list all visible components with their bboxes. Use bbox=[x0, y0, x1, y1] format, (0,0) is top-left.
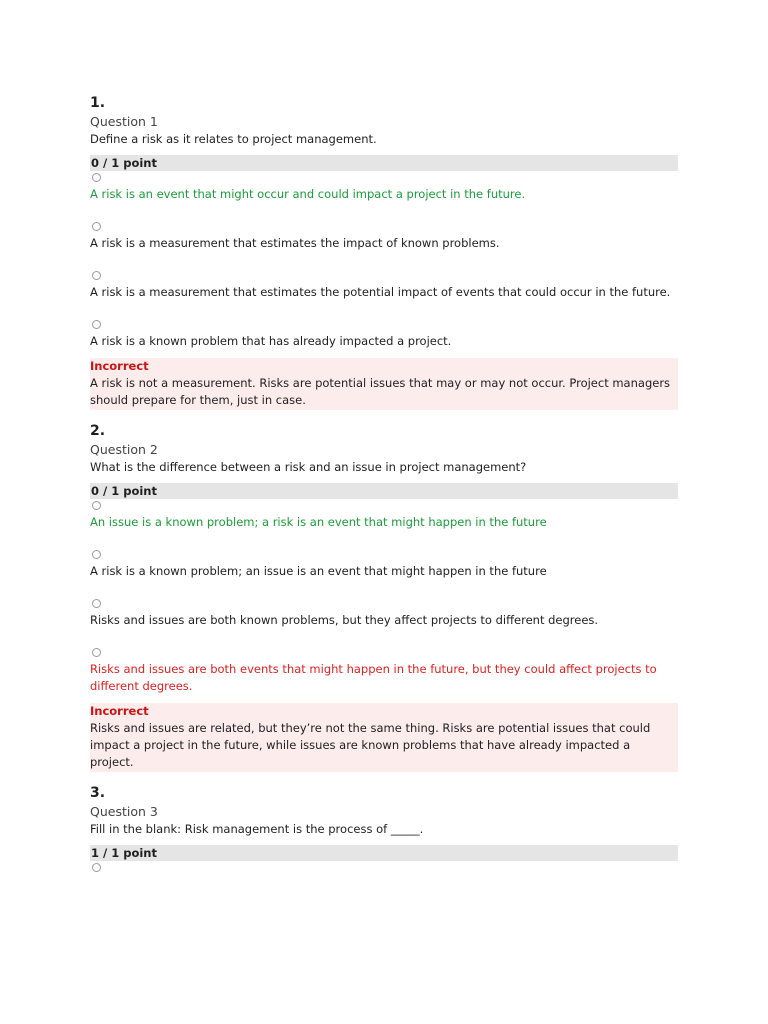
question-label: Question 1 bbox=[90, 114, 158, 129]
question-number: 3. bbox=[90, 785, 106, 801]
feedback-text: A risk is not a measurement. Risks are potential issues that may or may not occur. Project managers should prepare for them, just in case. bbox=[90, 376, 671, 407]
question-text: What is the difference between a risk and an issue in project management? bbox=[90, 460, 527, 474]
radio-icon[interactable] bbox=[92, 501, 101, 510]
radio-icon[interactable] bbox=[92, 173, 101, 182]
question-label: Question 3 bbox=[90, 804, 158, 819]
answer-text: A risk is a measurement that estimates the impact of known problems. bbox=[90, 236, 500, 250]
points-score: 0 / 1 point bbox=[90, 155, 678, 171]
question-1 bbox=[90, 94, 678, 410]
question-3 bbox=[90, 784, 678, 872]
answer-option[interactable] bbox=[90, 501, 678, 548]
answer-text: A risk is an event that might occur and could impact a project in the future. bbox=[90, 187, 526, 201]
answer-option[interactable] bbox=[90, 599, 678, 646]
answer-text: An issue is a known problem; a risk is an event that might happen in the future bbox=[90, 515, 547, 529]
points-score: 0 / 1 point bbox=[90, 483, 678, 499]
question-text: Define a risk as it relates to project management. bbox=[90, 132, 377, 146]
answer-text: A risk is a measurement that estimates the potential impact of events that could occur in the future. bbox=[90, 285, 671, 299]
radio-icon[interactable] bbox=[92, 320, 101, 329]
feedback-box bbox=[90, 703, 678, 772]
question-number: 1. bbox=[90, 95, 106, 111]
radio-icon[interactable] bbox=[92, 599, 101, 608]
radio-icon[interactable] bbox=[92, 863, 101, 872]
answer-option[interactable] bbox=[90, 173, 678, 220]
quiz-results bbox=[90, 94, 678, 884]
answer-option[interactable] bbox=[90, 648, 678, 695]
answer-text: A risk is a known problem that has already impacted a project. bbox=[90, 334, 452, 348]
radio-icon[interactable] bbox=[92, 271, 101, 280]
answer-text: Risks and issues are both events that might happen in the future, but they could affect projects to different degrees. bbox=[90, 662, 657, 693]
answer-option[interactable] bbox=[90, 320, 678, 350]
radio-icon[interactable] bbox=[92, 222, 101, 231]
answer-option[interactable] bbox=[90, 271, 678, 318]
feedback-title: Incorrect bbox=[90, 704, 149, 718]
radio-icon[interactable] bbox=[92, 550, 101, 559]
question-2 bbox=[90, 422, 678, 772]
question-text: Fill in the blank: Risk management is the process of _____. bbox=[90, 822, 424, 836]
answer-option[interactable] bbox=[90, 222, 678, 269]
radio-icon[interactable] bbox=[92, 648, 101, 657]
feedback-box bbox=[90, 358, 678, 410]
answer-text: Risks and issues are both known problems, but they affect projects to different degrees. bbox=[90, 613, 599, 627]
answer-option[interactable] bbox=[90, 863, 678, 872]
points-score: 1 / 1 point bbox=[90, 845, 678, 861]
question-label: Question 2 bbox=[90, 442, 158, 457]
feedback-title: Incorrect bbox=[90, 359, 149, 373]
question-number: 2. bbox=[90, 423, 106, 439]
feedback-text: Risks and issues are related, but they’re not the same thing. Risks are potential issues that could impact a project in the future, while issues are known problems that have already impacted a project. bbox=[90, 721, 651, 769]
answer-option[interactable] bbox=[90, 550, 678, 597]
answer-text: A risk is a known problem; an issue is an event that might happen in the future bbox=[90, 564, 547, 578]
